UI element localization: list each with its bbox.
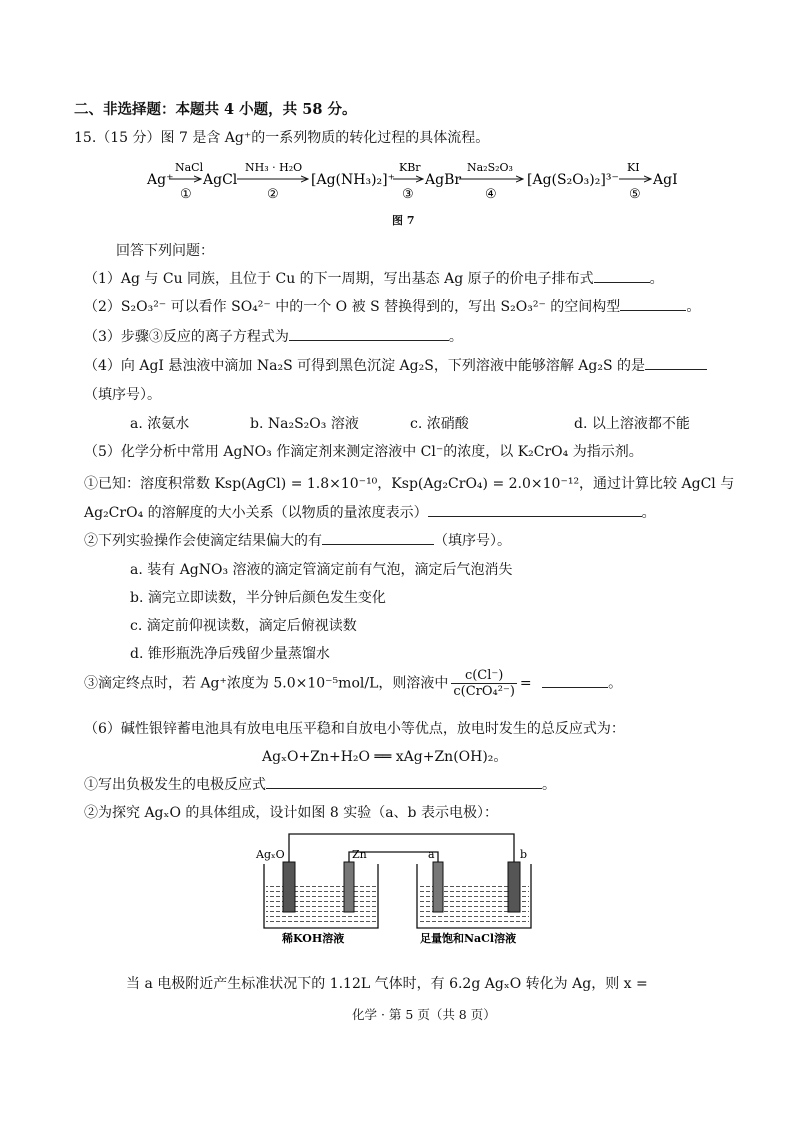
answer-blank-1[interactable] [594,269,650,283]
q5-option-a: a. 装有 AgNO₃ 溶液的滴定管滴定前有气泡，滴定后气泡消失 [130,562,513,578]
question-number: 15. [74,130,97,146]
electrode-a [433,862,443,912]
species-agcl: AgCl [203,172,238,188]
species-silver-thiosulfate: [Ag(S₂O₃)₂]³⁻ [527,172,619,188]
question-points: （15 分） [96,130,161,146]
answer-blank-6-1[interactable] [266,775,542,789]
q4-option-d: d. 以上溶液都不能 [574,416,690,432]
question-5-1-text: Ag₂CrO₄ 的溶解度的大小关系（以物质的量浓度表示） [84,505,428,521]
concentration-ratio [451,668,517,699]
question-5: （5）化学分析中常用 AgNO₃ 作滴定剂来测定溶液中 Cl⁻的浓度，以 K₂CrO₄ 为指示剂。 [84,444,643,460]
answer-blank-5-3[interactable] [542,674,608,688]
step-2-label: ② [267,187,279,202]
agxo-electrode [283,862,295,912]
q4-option-c: c. 浓硝酸 [410,416,469,432]
species-agbr: AgBr [425,172,462,188]
reagent-nacl: NaCl [175,161,204,174]
label-a: a [428,848,435,861]
page-footer: 化学 · 第 5 页（共 8 页） [352,1007,496,1022]
figure-7-caption: 图 7 [392,214,415,227]
question-4-text: （4）向 AgI 悬浊液中滴加 Na₂S 可得到黑色沉淀 Ag₂S，下列溶液中能够溶解 Ag₂S 的是 [84,358,646,374]
question-6: （6）碱性银锌蓄电池具有放电电压平稳和自放电小等优点，放电时发生的总反应式为： [84,721,625,737]
ratio-numerator: c(Cl⁻) [451,668,517,684]
question-1: （1）Ag 与 Cu 同族，且位于 Cu 的下一周期，写出基态 Ag 原子的价电子排布式 。 [84,271,664,287]
q5-option-c: c. 滴定前仰视读数，滴定后俯视读数 [130,618,357,634]
q6-equation: AgₓO+Zn+H₂O ══ xAg+Zn(OH)₂。 [262,749,508,765]
question-4-tail: （填序号）。 [84,387,161,403]
reagent-kbr: KBr [399,161,421,174]
question-6-1-text: ①写出负极发生的电极反应式 [84,777,266,793]
question-5-2-text: ②下列实验操作会使滴定结果偏大的有 [84,533,322,549]
answer-blank-5-1[interactable] [428,503,642,517]
reagent-ammonia: NH₃ · H₂O [245,161,303,174]
question-5-3: ③滴定终点时，若 Ag⁺浓度为 5.0×10⁻⁵mol/L，则溶液中 $\frac{c(Cl^-)}{\text{c(CrO₄²⁻)}}$ = 。 [84,668,623,699]
reagent-ki: KI [627,161,640,174]
answer-blank-3[interactable] [289,327,449,341]
question-2-text: （2）S₂O₃²⁻ 可以看作 SO₄²⁻ 中的一个 O 被 S 替换得到的，写出 S₂O₃²⁻ 的空间构型 [84,299,621,315]
electrode-b [508,862,520,912]
section-header: 二、非选择题：本题共 4 小题，共 58 分。 [74,101,357,118]
question-6-2: ②为探究 AgₓO 的具体组成，设计如图 8 实验（a、b 表示电极）： [84,805,498,821]
q4-option-a: a. 浓氨水 [130,416,190,432]
step-5-label: ⑤ [629,187,641,202]
answer-blank-5-2[interactable] [322,531,434,545]
question-5-2-tail: （填序号）。 [434,533,511,549]
label-zn: Zn [352,848,367,861]
q4-option-b: b. Na₂S₂O₃ 溶液 [250,416,359,432]
flow-diagram [145,154,685,206]
question-3: （3）步骤③反应的离子方程式为 。 [84,329,463,345]
answer-prompt: 回答下列问题： [116,243,214,259]
question-intro-text: 图 7 是含 Ag⁺的一系列物质的转化过程的具体流程。 [160,130,490,146]
label-agxo: AgₓO [256,848,285,861]
label-b: b [520,848,528,861]
species-silver-ammonia: [Ag(NH₃)₂]⁺ [311,172,395,188]
question-5-1-cont: Ag₂CrO₄ 的溶解度的大小关系（以物质的量浓度表示） 。 [84,505,656,521]
question-5-1: ①已知：溶度积常数 Ksp(AgCl) = 1.8×10⁻¹⁰，Ksp(Ag₂CrO₄) = 2.0×10⁻¹²，通过计算比较 AgCl 与 [84,476,735,492]
species-ag-ion: Ag⁺ [147,172,174,188]
step-3-label: ③ [402,187,414,202]
question-5-3-text: ③滴定终点时，若 Ag⁺浓度为 5.0×10⁻⁵mol/L，则溶液中 [84,675,449,692]
question-6-1: ①写出负极发生的电极反应式 。 [84,777,556,793]
question-6-3: 当 a 电极附近产生标准状况下的 1.12L 气体时，有 6.2g AgₓO 转化为 Ag，则 x = [126,976,648,992]
outer-wire [289,834,514,874]
question-intro [74,127,489,147]
question-3-text: （3）步骤③反应的离子方程式为 [84,329,289,345]
question-1-text: （1）Ag 与 Cu 同族，且位于 Cu 的下一周期，写出基态 Ag 原子的价电子排布式 [84,271,594,287]
answer-blank-4[interactable] [645,356,707,370]
label-left-solution: 稀KOH溶液 [282,932,345,945]
zn-electrode [344,862,354,912]
ratio-denominator: c(CrO₄²⁻) [453,684,515,699]
species-agi: AgI [653,172,678,188]
question-4 [84,355,707,375]
question-2: （2）S₂O₃²⁻ 可以看作 SO₄²⁻ 中的一个 O 被 S 替换得到的，写出 S₂O₃²⁻ 的空间构型 。 [84,299,701,315]
answer-blank-2[interactable] [620,297,686,311]
question-5-2 [84,530,511,550]
label-right-solution: 足量饱和NaCl溶液 [420,932,517,945]
reagent-thiosulfate: Na₂S₂O₃ [467,161,513,174]
ratio-equals: = [519,675,532,692]
q5-option-d: d. 锥形瓶洗净后残留少量蒸馏水 [130,646,330,662]
step-4-label: ④ [485,187,497,202]
electrochemistry-diagram [252,824,552,946]
step-1-label: ① [180,187,192,202]
q5-option-b: b. 滴完立即读数，半分钟后颜色发生变化 [130,590,386,606]
